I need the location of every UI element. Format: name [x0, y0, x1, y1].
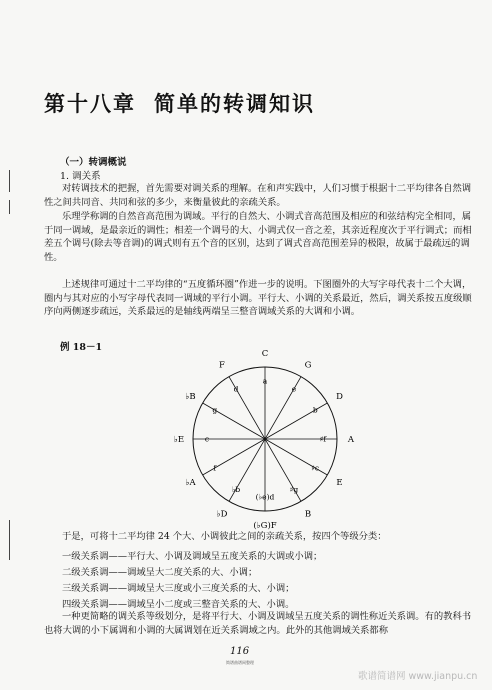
major-key-label: B — [304, 509, 312, 520]
scan-edge-mark — [9, 200, 10, 214]
paragraph-4: 于是，可将十二平均律 24 个大、小调彼此之间的亲疏关系，按四个等级分类： — [62, 531, 387, 542]
minor-key-label: ♯g — [289, 484, 299, 494]
minor-key-label: g — [212, 405, 218, 415]
minor-key-label: a — [262, 376, 268, 386]
page-number: 116 — [230, 646, 250, 657]
example-label: 例 18－1 — [60, 342, 103, 353]
subsection-heading: 1. 调关系 — [60, 171, 101, 182]
paragraph-1: 对转调技术的把握，首先需要对调关系的理解。在和声实践中，人们习惯于根据十二平均律各自然调性之间共同音、共同和弦的多少，来衡量彼此的亲疏关系。 — [44, 183, 472, 208]
major-key-label: D — [336, 391, 343, 402]
minor-key-label: ♭b — [231, 484, 241, 494]
minor-key-label: d — [233, 384, 239, 394]
scan-edge-mark — [9, 170, 10, 192]
minor-key-label: b — [312, 405, 318, 415]
major-key-label: ♭E — [173, 434, 185, 445]
footer-note: 简谱曲谱网整理 — [226, 660, 254, 665]
chapter-number: 第十八章 — [44, 91, 136, 116]
minor-key-label: f — [213, 463, 217, 473]
chapter-title — [44, 88, 464, 118]
scan-edge-mark — [9, 520, 10, 560]
minor-key-label: ♯c — [311, 463, 320, 473]
relation-level-3: 三级关系调——调域呈大三度或小三度关系的大、小调； — [62, 583, 295, 594]
minor-key-label: e — [291, 384, 297, 394]
section-heading: （一）转调概说 — [60, 157, 127, 168]
relation-level-1: 一级关系调——平行大、小调及调域呈五度关系的大调或小调； — [62, 551, 323, 562]
relation-level-2: 二级关系调——调域呈大二度关系的大、小调； — [62, 567, 258, 578]
major-key-label: C — [261, 348, 269, 359]
major-key-label: A — [347, 434, 355, 445]
paragraph-3: 上述规律可通过十二平均律的“五度循环圈”作进一步的说明。下图圈外的大写字母代表十二个大调，圈内与其对应的小写字母代表同一调域的平行小调。平行大、小调的关系最近，然后，调关系按五度级顺序向两侧逐步疏远，关系最远的是轴线两端呈三整音调域关系的大调和小调。 — [44, 279, 472, 318]
circle-of-fifths-diagram — [170, 344, 360, 544]
paragraph-5: 一种更简略的调关系等级划分，是将平行大、小调及调域呈五度关系的调性称近关系调。有的教科书也将大调的小下属调和小调的大属调划在近关系调域之内。此外的其他调域关系都称 — [44, 611, 472, 636]
watermark: 歌谱简谱网 www.jianpu.cn — [358, 671, 478, 682]
major-key-label: ♭B — [185, 391, 196, 402]
circle-spokes — [193, 367, 337, 511]
major-key-label: (♭G)F — [253, 520, 277, 531]
major-key-label: E — [336, 477, 343, 488]
paragraph-2: 乐理学称调的自然音高范围为调域。平行的自然大、小调式音高范围及相应的和弦结构完全相同，属于同一调域，是最亲近的调性；相差一个调号的大、小调式仅一音之差，其亲近程度次于平行调式；而相差五个调号(除去等音调)的调式则有五个音的区别，达到了调式音高范围差异的极限，故属于最疏远的调性。 — [44, 211, 472, 263]
minor-key-label: c — [204, 434, 210, 444]
relation-level-4: 四级关系调——调域呈小二度或三整音关系的大、小调。 — [62, 599, 295, 610]
major-key-label: ♭D — [216, 509, 228, 520]
major-key-label: F — [219, 360, 225, 371]
minor-key-label: ♯f — [319, 434, 327, 444]
major-key-label: G — [304, 360, 312, 371]
major-key-label: ♭A — [185, 477, 196, 488]
chapter-name: 简单的转调知识 — [154, 91, 315, 116]
minor-key-label: (♭e)d — [255, 492, 275, 502]
